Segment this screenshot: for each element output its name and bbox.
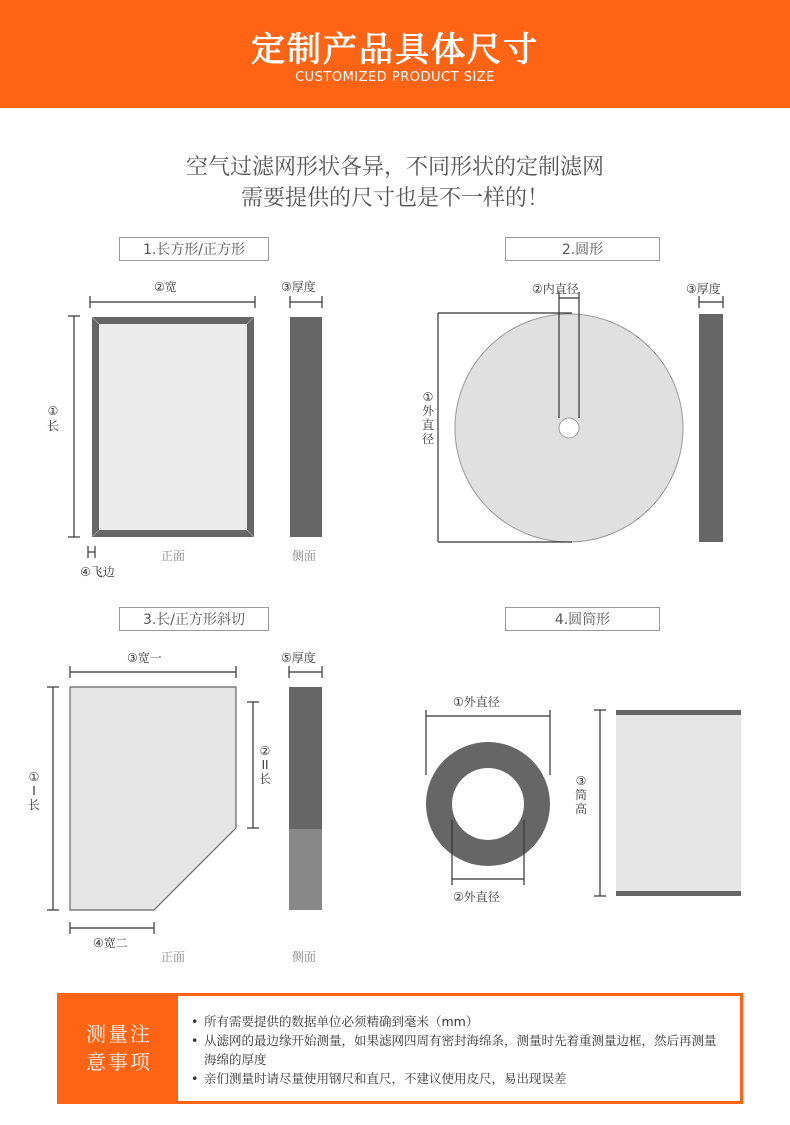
rect-side-caption: 侧面 xyxy=(292,549,317,563)
notes-heading-line-1: 测量注 xyxy=(86,1022,152,1046)
section-label-circle: 2.圆形 xyxy=(505,237,660,261)
circle-side-figure xyxy=(699,314,723,542)
cylinder-core xyxy=(452,768,524,840)
circle-outer-label: 外直径 xyxy=(421,404,434,446)
rect-width-label: ②宽 xyxy=(154,280,177,294)
circle-hole xyxy=(559,418,579,438)
rect-length-num: ① xyxy=(47,404,59,418)
rect-side-figure xyxy=(290,317,322,537)
rect-flange-label: ④飞边 xyxy=(80,565,115,579)
rect-length-label: 长 xyxy=(46,419,59,433)
bevel-length1-num: ① xyxy=(28,770,40,784)
bevel-width2-dimension xyxy=(70,922,154,934)
rect-length-dimension xyxy=(68,316,80,537)
cylinder-height-dimension xyxy=(594,710,606,896)
notes-box xyxy=(57,993,743,1104)
section-label-cylinder: 4.圆筒形 xyxy=(505,607,660,631)
cylinder-height-num: ③ xyxy=(575,774,587,788)
cylinder-side-figure xyxy=(616,710,741,896)
cylinder-outer-label: ①外直径 xyxy=(453,695,500,709)
circle-inner-label: ②内直径 xyxy=(532,282,579,296)
note-item: • 从滤网的最边缘开始测量，如果滤网四周有密封海绵条，测量时先着重测量边框，然后再测量海绵的厚度 xyxy=(204,1031,724,1069)
rect-width-dimension xyxy=(90,296,255,308)
circle-thickness-label: ③厚度 xyxy=(686,282,721,296)
cylinder-side-top xyxy=(616,710,741,715)
bevel-length2-num: ② xyxy=(259,744,271,758)
section-label-bevel: 3.长/正方形斜切 xyxy=(119,607,269,631)
circle-outer-num: ① xyxy=(422,390,434,404)
notes-heading xyxy=(60,996,178,1101)
rect-front-figure xyxy=(92,317,254,537)
circle-thickness-dimension xyxy=(699,296,723,308)
bevel-side-caption: 侧面 xyxy=(292,950,317,964)
bevel-length2-label: II 长 xyxy=(258,758,271,786)
intro-line-2: 需要提供的尺寸也是不一样的！ xyxy=(240,186,549,211)
bevel-width1-label: ③宽一 xyxy=(127,651,162,665)
rect-front-caption: 正面 xyxy=(161,549,186,563)
rect-frame-inner xyxy=(99,324,247,530)
bevel-width2-label: ④宽二 xyxy=(93,936,128,950)
bevel-front-figure xyxy=(70,687,236,910)
bevel-side-light xyxy=(289,829,322,910)
bevel-length1-dimension xyxy=(47,687,59,910)
bevel-thickness-label: ⑤厚度 xyxy=(281,651,316,665)
rect-thickness-label: ③厚度 xyxy=(281,280,316,294)
bevel-length1-label: I 长 xyxy=(27,784,40,812)
notes-heading-line-2: 意事项 xyxy=(86,1050,152,1074)
cylinder-height-label: 筒高 xyxy=(574,788,587,816)
bevel-side-dark xyxy=(289,687,322,829)
bevel-front-caption: 正面 xyxy=(161,950,186,964)
note-item: • 亲们测量时请尽量使用钢尺和直尺，不建议使用皮尺，易出现误差 xyxy=(204,1069,724,1088)
page-subtitle: CUSTOMIZED PRODUCT SIZE xyxy=(295,70,495,85)
notes-list xyxy=(204,1012,724,1088)
cylinder-inner-label: ②外直径 xyxy=(453,890,500,904)
bevel-thickness-dimension xyxy=(289,666,322,678)
bevel-width1-dimension xyxy=(70,666,236,678)
intro-line-1: 空气过滤网形状各异，不同形状的定制滤网 xyxy=(185,155,604,180)
rect-thickness-dimension xyxy=(290,296,322,308)
note-item: • 所有需要提供的数据单位必须精确到毫米（mm） xyxy=(204,1012,724,1031)
cylinder-side-bottom xyxy=(616,891,741,896)
page-title: 定制产品具体尺寸 xyxy=(251,30,539,70)
rect-flange-dimension xyxy=(88,546,95,558)
section-label-rect: 1.长方形/正方形 xyxy=(119,237,269,261)
